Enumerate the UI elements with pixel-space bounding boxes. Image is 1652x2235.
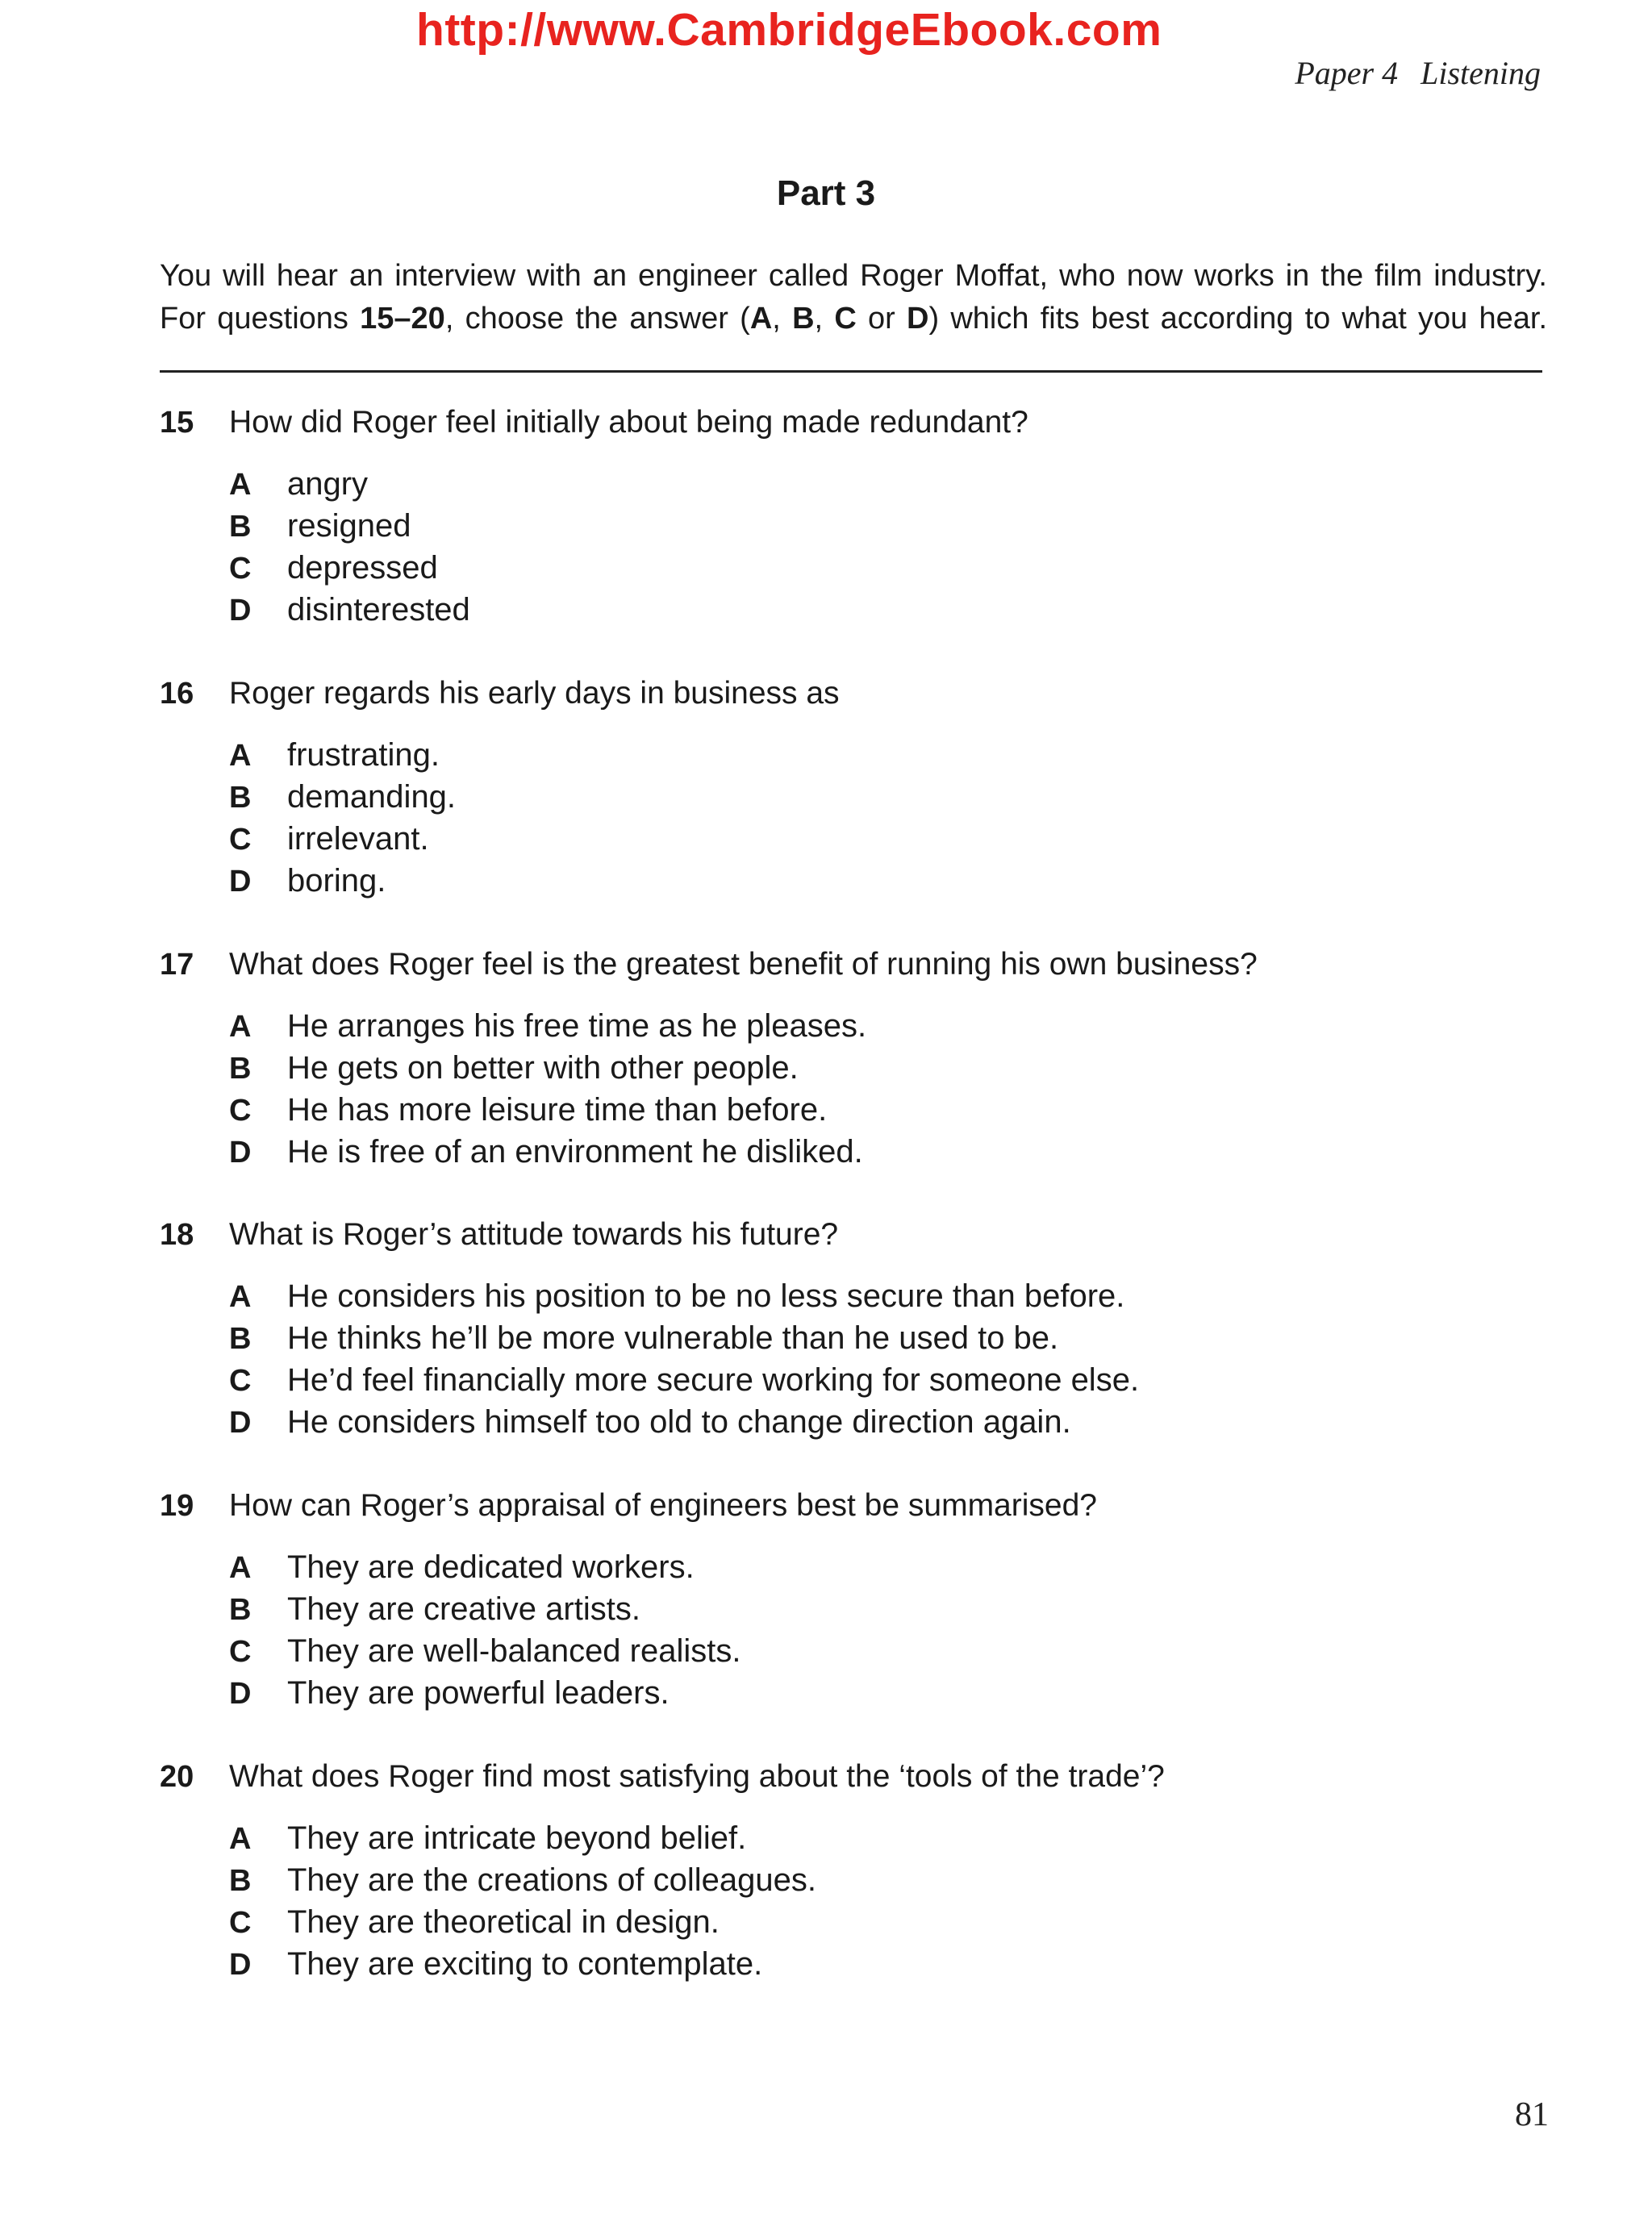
option-letter: B	[229, 781, 252, 815]
answer-option-b[interactable]	[229, 1859, 1531, 1901]
answer-option-c[interactable]	[229, 818, 1531, 860]
answer-option-d[interactable]	[229, 1672, 1531, 1714]
option-text: He considers himself too old to change direction again.	[287, 1404, 1071, 1440]
section-label: Listening	[1420, 55, 1541, 91]
page-number: 81	[1515, 2096, 1549, 2133]
answer-option-c[interactable]	[229, 1630, 1531, 1672]
answer-option-a[interactable]	[229, 1275, 1531, 1317]
option-letter: D	[229, 1677, 252, 1711]
option-text: resigned	[287, 508, 411, 544]
option-letter: C	[229, 1094, 252, 1128]
question-number: 16	[160, 677, 194, 711]
option-text: They are intricate beyond belief.	[287, 1820, 747, 1856]
option-text: They are exciting to contemplate.	[287, 1946, 763, 1982]
answer-options	[160, 1546, 1531, 1714]
option-letter: A	[229, 468, 252, 502]
answer-option-b[interactable]	[229, 1047, 1531, 1089]
option-text: boring.	[287, 863, 386, 899]
answer-option-a[interactable]	[229, 463, 1531, 505]
option-letter: D	[229, 594, 252, 628]
option-text: He arranges his free time as he pleases.	[287, 1008, 867, 1044]
question-text: How did Roger feel initially about being made redundant?	[229, 405, 1028, 440]
paper-label: Paper 4	[1295, 55, 1399, 91]
option-letter: B	[229, 1322, 252, 1356]
answer-option-d[interactable]	[229, 1131, 1531, 1173]
answer-option-c[interactable]	[229, 1901, 1531, 1943]
option-text: They are well-balanced realists.	[287, 1633, 741, 1669]
question-20	[160, 1754, 1531, 1985]
question-text: What does Roger feel is the greatest benefit of running his own business?	[229, 947, 1258, 982]
option-letter: C	[229, 552, 252, 586]
option-text: They are creative artists.	[287, 1591, 640, 1627]
option-text: frustrating.	[287, 737, 440, 773]
source-url-link[interactable]: http://www.CambridgeEbook.com	[416, 4, 1162, 56]
answer-option-a[interactable]	[229, 1546, 1531, 1588]
option-text: They are dedicated workers.	[287, 1549, 695, 1585]
question-15	[160, 400, 1531, 631]
option-letter: C	[229, 1906, 252, 1940]
option-letter: C	[229, 1364, 252, 1398]
option-text: He gets on better with other people.	[287, 1050, 799, 1086]
option-letter: B	[229, 1593, 252, 1627]
option-letter: B	[229, 510, 252, 544]
question-text: What is Roger’s attitude towards his future?	[229, 1217, 839, 1252]
question-number: 19	[160, 1489, 194, 1523]
answer-option-c[interactable]	[229, 547, 1531, 589]
answer-option-a[interactable]	[229, 1817, 1531, 1859]
answer-options	[160, 463, 1531, 631]
option-letter: A	[229, 1010, 252, 1044]
answer-option-c[interactable]	[229, 1089, 1531, 1131]
answer-option-b[interactable]	[229, 1588, 1531, 1630]
question-number: 18	[160, 1218, 194, 1252]
answer-options	[160, 1005, 1531, 1173]
option-text: They are powerful leaders.	[287, 1675, 670, 1711]
answer-option-a[interactable]	[229, 734, 1531, 776]
option-letter: A	[229, 1822, 252, 1856]
option-letter: D	[229, 1948, 252, 1982]
option-text: demanding.	[287, 779, 457, 815]
answer-option-a[interactable]	[229, 1005, 1531, 1047]
answer-option-d[interactable]	[229, 589, 1531, 631]
instructions-line-2: For questions 15–20, choose the answer (A, B, C or D) which fits best according to what you hear.	[160, 302, 1547, 336]
option-text: They are theoretical in design.	[287, 1904, 720, 1940]
option-letter: B	[229, 1052, 252, 1086]
option-text: He has more leisure time than before.	[287, 1092, 828, 1128]
question-number: 20	[160, 1760, 194, 1794]
option-text: He thinks he’ll be more vulnerable than he used to be.	[287, 1320, 1059, 1356]
option-letter: C	[229, 1635, 252, 1669]
answer-option-b[interactable]	[229, 505, 1531, 547]
option-letter: C	[229, 823, 252, 857]
answer-options	[160, 734, 1531, 902]
answer-option-d[interactable]	[229, 1943, 1531, 1985]
option-letter: A	[229, 1280, 252, 1314]
answer-options	[160, 1275, 1531, 1443]
instructions-line-1: You will hear an interview with an engineer called Roger Moffat, who now works in the film industry.	[160, 259, 1547, 293]
option-letter: D	[229, 865, 252, 899]
answer-option-b[interactable]	[229, 1317, 1531, 1359]
option-text: He’d feel financially more secure working for someone else.	[287, 1362, 1140, 1398]
part-title: Part 3	[776, 173, 876, 213]
option-text: irrelevant.	[287, 821, 429, 857]
option-text: disinterested	[287, 592, 470, 628]
answer-option-c[interactable]	[229, 1359, 1531, 1401]
answer-option-b[interactable]	[229, 776, 1531, 818]
option-text: depressed	[287, 550, 438, 586]
option-letter: D	[229, 1136, 252, 1170]
question-18	[160, 1212, 1531, 1443]
question-text: How can Roger’s appraisal of engineers best be summarised?	[229, 1488, 1097, 1523]
option-text: He considers his position to be no less secure than before.	[287, 1278, 1125, 1314]
answer-option-d[interactable]	[229, 860, 1531, 902]
question-text: What does Roger find most satisfying about the ‘tools of the trade’?	[229, 1759, 1165, 1794]
option-letter: A	[229, 739, 252, 773]
option-text: angry	[287, 466, 369, 502]
question-number: 15	[160, 406, 194, 440]
question-16	[160, 671, 1531, 902]
answer-options	[160, 1817, 1531, 1985]
question-number: 17	[160, 948, 194, 982]
question-19	[160, 1483, 1531, 1714]
option-letter: B	[229, 1864, 252, 1898]
answer-option-d[interactable]	[229, 1401, 1531, 1443]
option-text: He is free of an environment he disliked.	[287, 1134, 863, 1170]
option-text: They are the creations of colleagues.	[287, 1862, 816, 1898]
option-letter: D	[229, 1406, 252, 1440]
question-17	[160, 942, 1531, 1173]
question-text: Roger regards his early days in business as	[229, 676, 840, 711]
option-letter: A	[229, 1551, 252, 1585]
